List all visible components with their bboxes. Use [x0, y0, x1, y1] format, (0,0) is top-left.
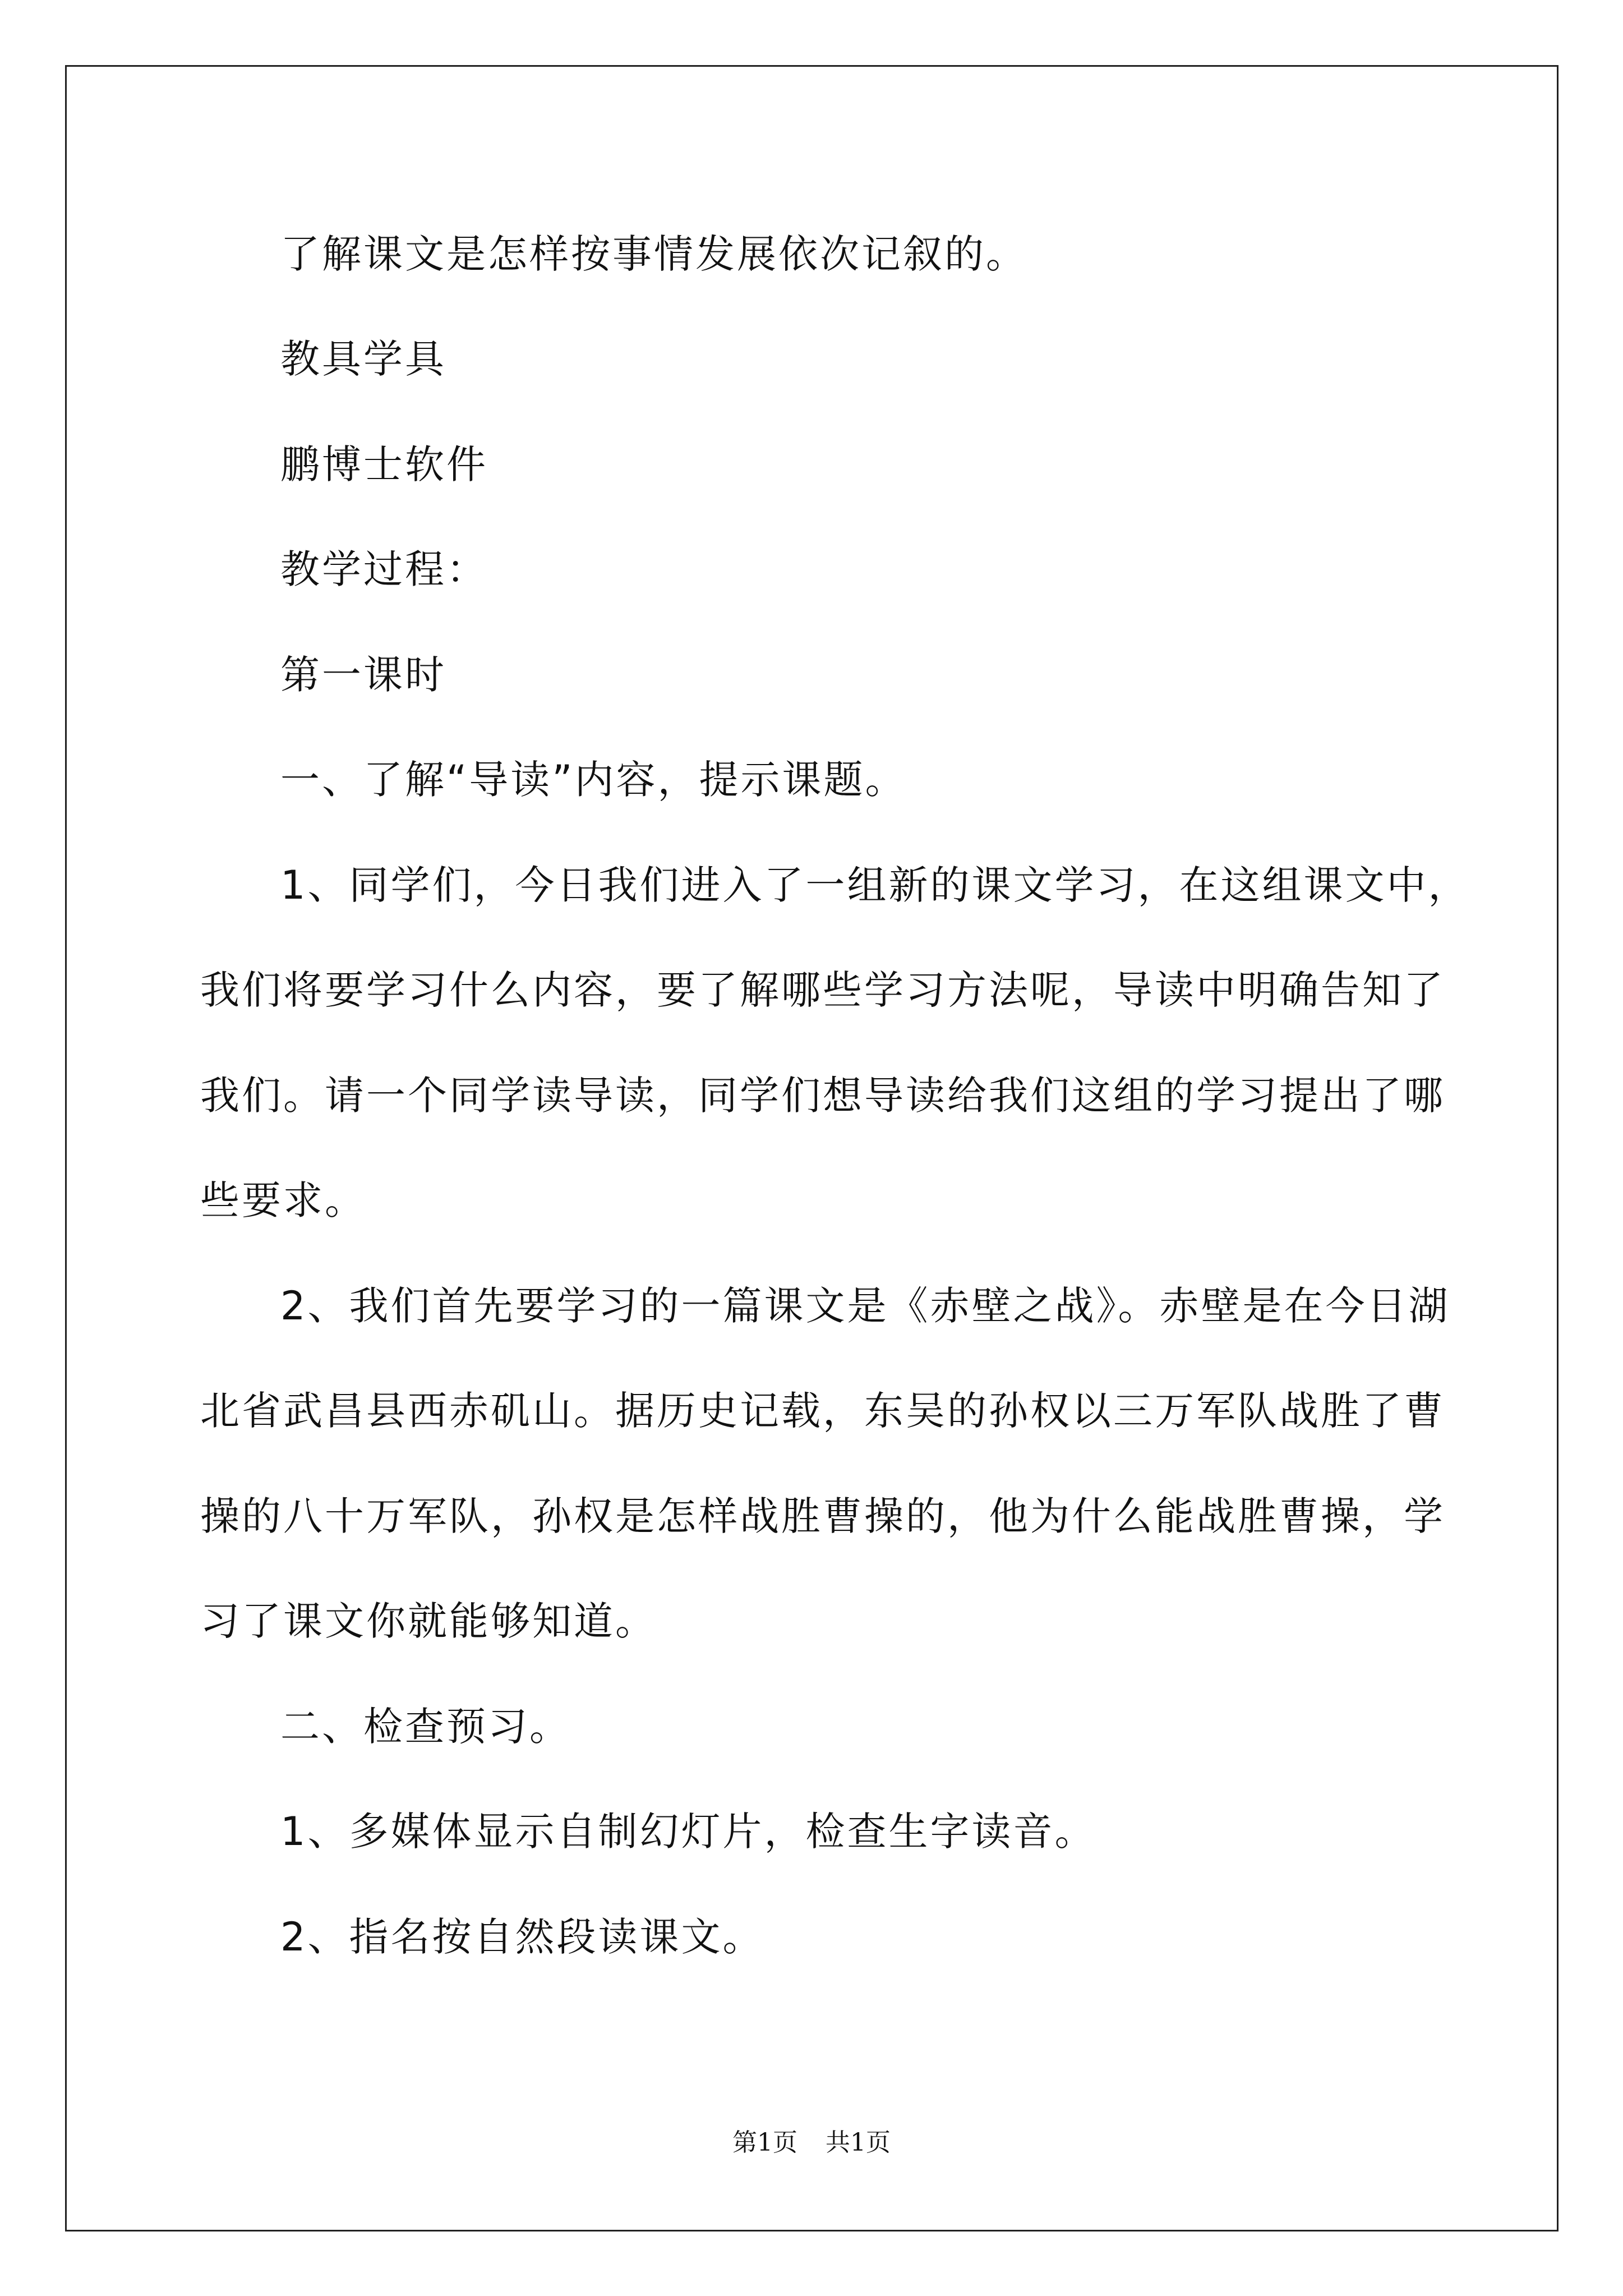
paragraph-line: 操的八十万军队，孙权是怎样战胜曹操的，他为什么能战胜曹操，学	[200, 1493, 1445, 1539]
paragraph-line: 了解课文是怎样按事情发展依次记叙的。	[280, 231, 1027, 277]
paragraph-line: 2、指名按自然段读课文。	[280, 1914, 764, 1960]
paragraph-line: 习了课文你就能够知道。	[200, 1598, 657, 1644]
paragraph-line: 2、我们首先要学习的一篇课文是《赤壁之战》。赤壁是在今日湖	[280, 1283, 1450, 1329]
page-total: 共1页	[826, 2128, 891, 2157]
paragraph-line: 鹏博士软件	[280, 441, 488, 487]
paragraph-line: 1、多媒体显示自制幻灯片，检查生字读音。	[280, 1809, 1096, 1855]
paragraph-line: 北省武昌县西赤矶山。据历史记载，东吴的孙权以三万军队战胜了曹	[200, 1388, 1445, 1434]
paragraph-line: 一、了解“导读”内容，提示课题。	[280, 757, 907, 803]
paragraph-line: 些要求。	[200, 1177, 366, 1223]
paragraph-line: 我们将要学习什么内容，要了解哪些学习方法呢，导读中明确告知了	[200, 967, 1445, 1013]
paragraph-line: 二、检查预习。	[280, 1704, 571, 1750]
paragraph-line: 我们。请一个同学读导读，同学们想导读给我们这组的学习提出了哪	[200, 1073, 1445, 1119]
page-number: 第1页	[732, 2128, 797, 2157]
page-footer	[0, 2128, 1623, 2157]
paragraph-line: 第一课时	[280, 652, 446, 698]
paragraph-line: 1、同学们，今日我们进入了一组新的课文学习，在这组课文中，	[280, 862, 1470, 908]
paragraph-line: 教具学具	[280, 336, 446, 382]
paragraph-line: 教学过程：	[280, 546, 488, 592]
page-border	[65, 65, 1559, 2231]
